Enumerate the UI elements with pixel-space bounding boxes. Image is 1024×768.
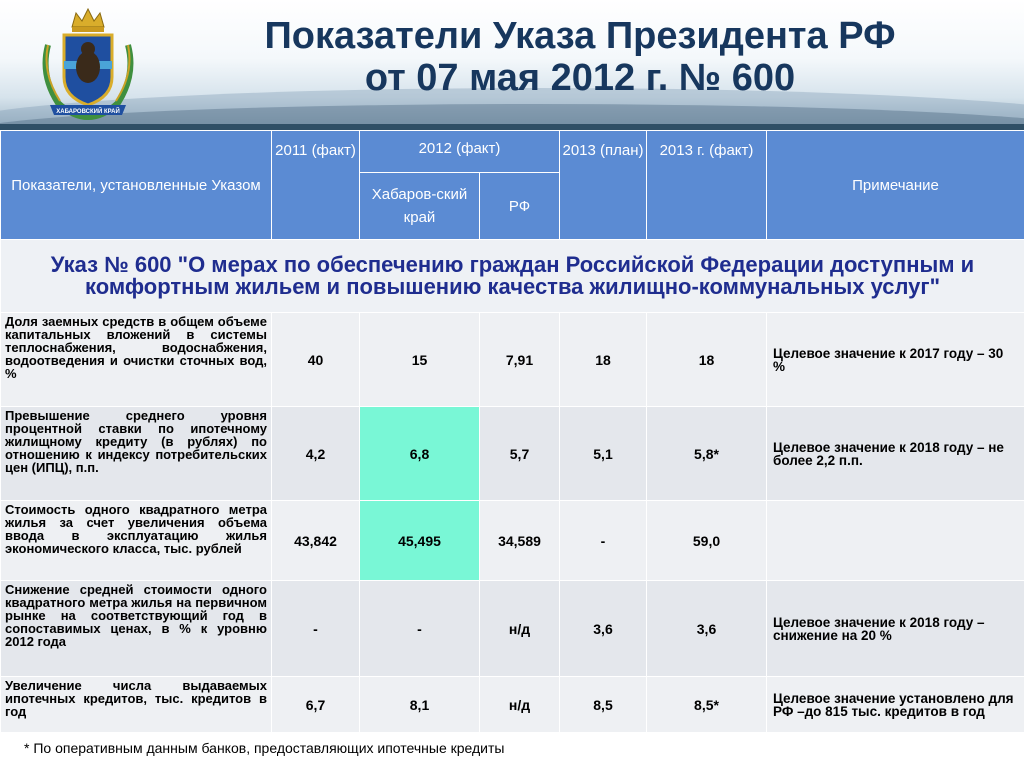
footnote: * По оперативным данным банков, предоставляющих ипотечные кредиты [24, 740, 505, 756]
page-subtitle: от 07 мая 2012 г. № 600 [364, 57, 796, 99]
header-2012: 2012 (факт) [360, 131, 560, 173]
cell-region: 45,495 [360, 501, 480, 581]
cell-2011: 6,7 [272, 677, 360, 733]
cell-region: 6,8 [360, 407, 480, 501]
table-row [1, 581, 1024, 677]
table-row [1, 501, 1024, 581]
cell-2011: 40 [272, 313, 360, 407]
cell-2013-fact: 18 [647, 313, 767, 407]
header-rf: РФ [480, 173, 560, 240]
cell-rf: н/д [480, 677, 560, 733]
cell-2011: - [272, 581, 360, 677]
cell-note: Целевое значение к 2017 году – 30 % [767, 313, 1024, 407]
cell-rf: 5,7 [480, 407, 560, 501]
cell-2013-plan: 8,5 [560, 677, 647, 733]
table-row [1, 313, 1024, 407]
cell-note: Целевое значение установлено для РФ –до 815 тыс. кредитов в год [767, 677, 1024, 733]
cell-2013-plan: 5,1 [560, 407, 647, 501]
cell-2013-plan: 18 [560, 313, 647, 407]
cell-2013-plan: 3,6 [560, 581, 647, 677]
page-title: Показатели Указа Президента РФ [264, 15, 896, 57]
row-label: Снижение средней стоимости одного квадратного метра жилья на первичном рынке на соответствующий год в сопоставимых ценах, в % к уровню 2012 года [1, 581, 272, 677]
indicators-table [0, 130, 1024, 733]
cell-note: Целевое значение к 2018 году – не более 2,2 п.п. [767, 407, 1024, 501]
cell-2013-fact: 59,0 [647, 501, 767, 581]
banner-row [1, 240, 1024, 313]
cell-region: 15 [360, 313, 480, 407]
header-note: Примечание [767, 131, 1024, 240]
cell-region: 8,1 [360, 677, 480, 733]
row-label: Стоимость одного квадратного метра жилья за счет увеличения объема ввода в эксплуатацию жилья экономического класса, тыс. рублей [1, 501, 272, 581]
cell-2013-fact: 8,5* [647, 677, 767, 733]
decree-banner: Указ № 600 "О мерах по обеспечению граждан Российской Федерации доступным и комфортным жильем и повышению качества жилищно-коммунальных услуг" [1, 240, 1024, 313]
cell-2011: 4,2 [272, 407, 360, 501]
header-region: Хабаров-ский край [360, 173, 480, 240]
khabarovsk-crest-icon [38, 5, 138, 123]
cell-region: - [360, 581, 480, 677]
header-2013-fact: 2013 г. (факт) [647, 131, 767, 240]
header-2013-plan: 2013 (план) [560, 131, 647, 240]
table-header-row [1, 131, 1024, 173]
cell-2011: 43,842 [272, 501, 360, 581]
svg-text:ХАБАРОВСКИЙ КРАЙ: ХАБАРОВСКИЙ КРАЙ [56, 109, 120, 115]
row-label: Доля заемных средств в общем объеме капитальных вложений в системы теплоснабжения, водоснабжения, водоотведения и очистки сточных вод, % [1, 313, 272, 407]
cell-note: Целевое значение к 2018 году – снижение на 20 % [767, 581, 1024, 677]
row-label: Превышение среднего уровня процентной ставки по ипотечному жилищному кредиту (в рублях) по отношению к индексу потребительских цен (ИПЦ), п.п. [1, 407, 272, 501]
header-2011: 2011 (факт) [272, 131, 360, 240]
cell-2013-fact: 3,6 [647, 581, 767, 677]
cell-rf: 34,589 [480, 501, 560, 581]
cell-rf: 7,91 [480, 313, 560, 407]
cell-rf: н/д [480, 581, 560, 677]
table-row [1, 677, 1024, 733]
table-row [1, 407, 1024, 501]
header-indicator: Показатели, установленные Указом [1, 131, 272, 240]
row-label: Увеличение числа выдаваемых ипотечных кредитов, тыс. кредитов в год [1, 677, 272, 733]
cell-2013-plan: - [560, 501, 647, 581]
cell-2013-fact: 5,8* [647, 407, 767, 501]
cell-note [767, 501, 1024, 581]
